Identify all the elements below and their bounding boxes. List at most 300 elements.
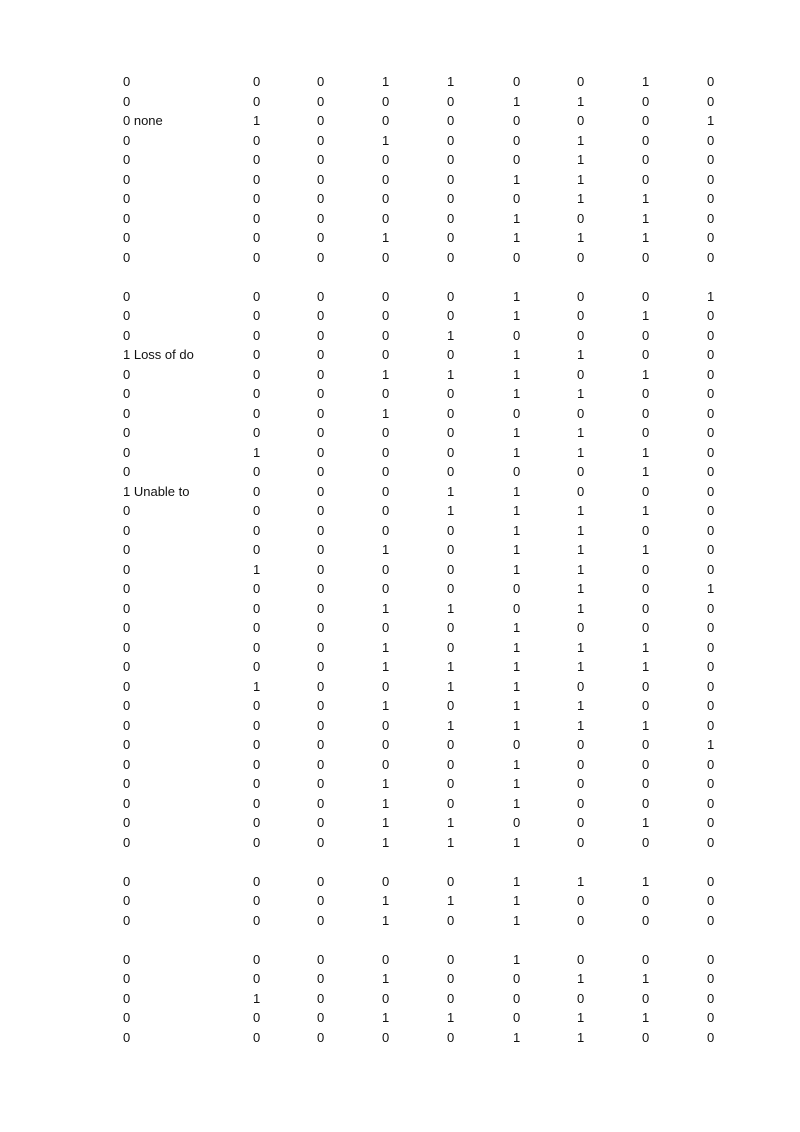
table-cell[interactable]: 0	[447, 152, 455, 167]
table-cell[interactable]: 0	[253, 756, 261, 772]
table-cell[interactable]: 0	[577, 405, 585, 421]
table-cell[interactable]: 0	[253, 815, 261, 830]
table-cell[interactable]: 0	[707, 756, 715, 772]
table-cell[interactable]: 0	[253, 327, 261, 343]
table-cell[interactable]: 0	[513, 1010, 521, 1025]
table-cell[interactable]: 0	[123, 639, 131, 655]
table-cell[interactable]: 1	[642, 74, 650, 89]
table-cell[interactable]: 1	[642, 639, 650, 655]
table-cell[interactable]: 0	[447, 639, 455, 655]
table-cell[interactable]: 0	[513, 600, 521, 616]
table-cell[interactable]: 0	[707, 815, 715, 830]
table-cell[interactable]: 0	[447, 405, 455, 421]
table-cell[interactable]: 0	[707, 620, 715, 635]
table-cell[interactable]: 0	[123, 815, 131, 830]
table-cell[interactable]: 0	[707, 990, 715, 1006]
table-cell[interactable]: 0	[447, 1029, 455, 1045]
table-cell[interactable]: 0	[707, 405, 715, 421]
table-cell[interactable]: 0	[382, 171, 390, 187]
table-cell[interactable]: 1	[577, 542, 585, 557]
table-cell[interactable]: 1	[513, 308, 521, 323]
table-cell[interactable]: 0	[642, 990, 650, 1006]
table-cell[interactable]: 0	[382, 464, 390, 479]
table-cell[interactable]: 0	[317, 503, 325, 518]
table-cell[interactable]: 0	[447, 249, 455, 265]
table-cell[interactable]: 1	[707, 113, 715, 128]
table-cell[interactable]: 0	[642, 678, 650, 694]
table-cell[interactable]: 0	[447, 698, 455, 713]
table-cell[interactable]: 0	[447, 990, 455, 1006]
table-cell[interactable]: 0	[513, 737, 521, 752]
table-cell[interactable]: 0	[382, 678, 390, 694]
table-cell[interactable]: 0	[253, 249, 261, 265]
table-cell[interactable]: 1	[513, 93, 521, 109]
table-cell[interactable]: 0	[253, 503, 261, 518]
table-cell[interactable]: 0	[123, 542, 131, 557]
table-cell[interactable]: 0	[707, 659, 715, 674]
table-cell[interactable]: 0	[253, 425, 261, 440]
table-cell[interactable]: 0	[317, 483, 325, 499]
table-cell[interactable]: 0	[253, 639, 261, 655]
table-cell[interactable]: 1	[513, 386, 521, 401]
table-cell[interactable]: 1	[577, 581, 585, 596]
table-cell[interactable]: 0	[707, 503, 715, 518]
table-cell[interactable]: 1	[447, 327, 455, 343]
table-cell[interactable]: 0	[317, 717, 325, 733]
table-cell[interactable]: 0	[253, 308, 261, 323]
table-cell[interactable]: 0	[447, 210, 455, 226]
table-cell[interactable]: 0	[317, 971, 325, 986]
table-cell[interactable]: 1	[382, 912, 390, 928]
table-cell[interactable]: 0	[317, 678, 325, 694]
table-cell[interactable]: 0	[317, 249, 325, 265]
table-cell[interactable]: 0	[642, 620, 650, 635]
table-cell[interactable]: 1	[382, 971, 390, 986]
table-cell[interactable]: 0	[317, 288, 325, 304]
table-cell[interactable]: 1	[642, 464, 650, 479]
table-cell[interactable]: 0	[123, 425, 131, 440]
table-cell[interactable]: 0	[447, 464, 455, 479]
table-cell[interactable]: 1	[642, 659, 650, 674]
table-cell[interactable]: 0	[707, 951, 715, 967]
table-cell[interactable]: 1	[447, 893, 455, 908]
table-cell[interactable]: 0	[642, 113, 650, 128]
table-cell[interactable]: 0	[382, 873, 390, 889]
table-cell[interactable]: 0	[123, 249, 131, 265]
table-cell[interactable]: 0	[707, 171, 715, 187]
table-cell[interactable]: 1	[577, 1010, 585, 1025]
table-cell[interactable]: 0	[317, 1029, 325, 1045]
table-cell[interactable]: 1	[382, 230, 390, 245]
table-cell[interactable]: 0	[642, 327, 650, 343]
table-cell[interactable]: 1	[513, 1029, 521, 1045]
table-cell[interactable]: 1	[513, 698, 521, 713]
table-cell[interactable]: 0	[123, 717, 131, 733]
table-cell[interactable]: 0	[317, 795, 325, 811]
table-cell[interactable]: 0	[447, 795, 455, 811]
table-cell[interactable]: 1	[577, 171, 585, 187]
table-cell[interactable]: 0	[447, 132, 455, 148]
table-cell[interactable]: 0	[123, 132, 131, 148]
table-cell[interactable]: 0	[513, 971, 521, 986]
table-cell[interactable]: 0	[123, 503, 131, 518]
table-cell[interactable]: 0	[577, 815, 585, 830]
table-cell[interactable]: 1	[642, 971, 650, 986]
table-cell[interactable]: 0	[447, 386, 455, 401]
table-cell[interactable]: 0	[123, 795, 131, 811]
table-cell[interactable]: 0	[253, 93, 261, 109]
table-cell[interactable]: 0	[317, 893, 325, 908]
table-cell[interactable]: 1	[513, 288, 521, 304]
table-cell[interactable]: 1	[642, 230, 650, 245]
table-cell[interactable]: 0	[707, 210, 715, 226]
table-cell[interactable]: 1	[382, 698, 390, 713]
table-cell[interactable]: 0	[577, 249, 585, 265]
table-cell[interactable]: 0	[123, 288, 131, 304]
table-cell[interactable]: 1 Unable to	[123, 483, 190, 499]
table-cell[interactable]: 1	[642, 1010, 650, 1025]
table-cell[interactable]: 0	[123, 93, 131, 109]
table-cell[interactable]: 0	[123, 191, 131, 206]
table-cell[interactable]: 0	[253, 717, 261, 733]
table-cell[interactable]: 0	[447, 171, 455, 187]
table-cell[interactable]: 0	[382, 990, 390, 1006]
table-cell[interactable]: 0	[382, 737, 390, 752]
table-cell[interactable]: 0	[317, 93, 325, 109]
table-cell[interactable]: 1	[253, 990, 261, 1006]
table-cell[interactable]: 0	[253, 230, 261, 245]
table-cell[interactable]: 0	[513, 581, 521, 596]
table-cell[interactable]: 1	[513, 776, 521, 791]
table-cell[interactable]: 0	[253, 210, 261, 226]
table-cell[interactable]: 0	[707, 483, 715, 499]
table-cell[interactable]: 0	[123, 990, 131, 1006]
table-cell[interactable]: 1	[707, 288, 715, 304]
table-cell[interactable]: 0	[382, 444, 390, 460]
table-cell[interactable]: 0	[577, 288, 585, 304]
table-cell[interactable]: 0	[447, 522, 455, 538]
table-cell[interactable]: 1	[577, 132, 585, 148]
table-cell[interactable]: 0	[577, 366, 585, 382]
table-cell[interactable]: 0	[707, 522, 715, 538]
table-cell[interactable]: 0	[642, 347, 650, 362]
table-cell[interactable]: 0	[513, 74, 521, 89]
table-cell[interactable]: 0	[253, 522, 261, 538]
table-cell[interactable]: 0	[447, 776, 455, 791]
table-cell[interactable]: 0	[317, 639, 325, 655]
table-cell[interactable]: 0	[447, 737, 455, 752]
table-cell[interactable]: 0	[513, 815, 521, 830]
table-cell[interactable]: 0	[317, 347, 325, 362]
table-cell[interactable]: 0	[642, 522, 650, 538]
table-cell[interactable]: 0	[253, 288, 261, 304]
table-cell[interactable]: 0	[447, 113, 455, 128]
table-cell[interactable]: 0	[642, 561, 650, 577]
table-cell[interactable]: 0	[317, 191, 325, 206]
table-cell[interactable]: 1	[642, 873, 650, 889]
table-cell[interactable]: 0	[382, 951, 390, 967]
table-cell[interactable]: 0	[577, 951, 585, 967]
table-cell[interactable]: 0	[707, 1029, 715, 1045]
table-cell[interactable]: 0	[642, 132, 650, 148]
table-cell[interactable]: 0	[253, 1010, 261, 1025]
table-cell[interactable]: 0	[577, 464, 585, 479]
table-cell[interactable]: 1	[513, 347, 521, 362]
table-cell[interactable]: 0	[577, 113, 585, 128]
table-cell[interactable]: 1	[513, 717, 521, 733]
table-cell[interactable]: 0	[513, 464, 521, 479]
table-cell[interactable]: 0	[447, 288, 455, 304]
table-cell[interactable]: 0	[123, 951, 131, 967]
table-cell[interactable]: 1	[513, 756, 521, 772]
table-cell[interactable]: 0	[317, 698, 325, 713]
table-cell[interactable]: 1	[382, 366, 390, 382]
table-cell[interactable]: 0	[317, 542, 325, 557]
table-cell[interactable]: 0	[123, 1029, 131, 1045]
table-cell[interactable]: 0	[382, 210, 390, 226]
table-cell[interactable]: 1	[642, 366, 650, 382]
table-cell[interactable]: 1	[577, 444, 585, 460]
table-cell[interactable]: 0	[317, 522, 325, 538]
table-cell[interactable]: 1	[642, 308, 650, 323]
table-cell[interactable]: 0	[253, 152, 261, 167]
table-cell[interactable]: 0	[123, 659, 131, 674]
table-cell[interactable]: 0	[382, 483, 390, 499]
table-cell[interactable]: 0	[123, 386, 131, 401]
table-cell[interactable]: 0	[253, 171, 261, 187]
table-cell[interactable]: 0	[642, 600, 650, 616]
table-cell[interactable]: 0	[707, 971, 715, 986]
table-cell[interactable]: 0	[253, 347, 261, 362]
table-cell[interactable]: 0	[577, 893, 585, 908]
table-cell[interactable]: 0	[382, 288, 390, 304]
table-cell[interactable]: 0	[317, 990, 325, 1006]
table-cell[interactable]: 1	[577, 230, 585, 245]
table-cell[interactable]: 0	[253, 951, 261, 967]
table-cell[interactable]: 1	[382, 600, 390, 616]
table-cell[interactable]: 0	[642, 893, 650, 908]
table-cell[interactable]: 0	[253, 834, 261, 850]
table-cell[interactable]: 1	[642, 542, 650, 557]
table-cell[interactable]: 0	[707, 464, 715, 479]
table-cell[interactable]: 0	[382, 308, 390, 323]
table-cell[interactable]: 0	[447, 542, 455, 557]
table-cell[interactable]: 0	[707, 776, 715, 791]
table-cell[interactable]: 0	[123, 893, 131, 908]
table-cell[interactable]: 0	[707, 873, 715, 889]
table-cell[interactable]: 1	[382, 893, 390, 908]
table-cell[interactable]: 0	[447, 230, 455, 245]
table-cell[interactable]: 0	[447, 93, 455, 109]
table-cell[interactable]: 0	[642, 756, 650, 772]
table-cell[interactable]: 0	[317, 425, 325, 440]
table-cell[interactable]: 0	[577, 990, 585, 1006]
table-cell[interactable]: 0	[577, 737, 585, 752]
table-cell[interactable]: 0	[707, 308, 715, 323]
table-cell[interactable]: 0	[447, 561, 455, 577]
table-cell[interactable]: 1	[447, 600, 455, 616]
table-cell[interactable]: 0	[577, 912, 585, 928]
table-cell[interactable]: 0	[642, 581, 650, 596]
table-cell[interactable]: 0	[707, 230, 715, 245]
table-cell[interactable]: 0	[447, 756, 455, 772]
table-cell[interactable]: 0	[577, 795, 585, 811]
table-cell[interactable]: 0	[707, 132, 715, 148]
table-cell[interactable]: 0	[382, 327, 390, 343]
table-cell[interactable]: 0	[317, 327, 325, 343]
table-cell[interactable]: 0	[317, 737, 325, 752]
table-cell[interactable]: 0	[577, 308, 585, 323]
table-cell[interactable]: 1	[513, 834, 521, 850]
table-cell[interactable]: 0	[317, 386, 325, 401]
table-cell[interactable]: 1	[577, 386, 585, 401]
table-cell[interactable]: 0	[123, 74, 131, 89]
table-cell[interactable]: 0	[317, 873, 325, 889]
table-cell[interactable]: 1	[447, 834, 455, 850]
table-cell[interactable]: 1	[707, 737, 715, 752]
table-cell[interactable]: 0	[123, 620, 131, 635]
table-cell[interactable]: 0	[642, 795, 650, 811]
table-cell[interactable]: 0	[123, 522, 131, 538]
table-cell[interactable]: 0	[707, 600, 715, 616]
table-cell[interactable]: 1	[382, 815, 390, 830]
table-cell[interactable]: 0	[707, 698, 715, 713]
table-cell[interactable]: 1	[642, 503, 650, 518]
table-cell[interactable]: 0	[123, 561, 131, 577]
table-cell[interactable]: 0	[447, 581, 455, 596]
table-cell[interactable]: 0	[382, 620, 390, 635]
table-cell[interactable]: 0	[317, 620, 325, 635]
table-cell[interactable]: 0	[513, 191, 521, 206]
table-cell[interactable]: 0	[447, 620, 455, 635]
table-cell[interactable]: 1	[577, 873, 585, 889]
table-cell[interactable]: 0	[317, 1010, 325, 1025]
table-cell[interactable]: 0	[382, 717, 390, 733]
table-cell[interactable]: 1	[577, 971, 585, 986]
table-cell[interactable]: 0	[317, 581, 325, 596]
table-cell[interactable]: 1	[513, 230, 521, 245]
table-cell[interactable]: 0	[382, 113, 390, 128]
table-cell[interactable]: 0	[317, 405, 325, 421]
table-cell[interactable]: 0	[123, 776, 131, 791]
table-cell[interactable]: 1	[447, 1010, 455, 1025]
table-cell[interactable]: 1	[447, 503, 455, 518]
table-cell[interactable]: 0	[577, 756, 585, 772]
table-cell[interactable]: 0	[447, 308, 455, 323]
table-cell[interactable]: 0	[253, 405, 261, 421]
table-cell[interactable]: 1 Loss of do	[123, 347, 194, 362]
table-cell[interactable]: 0	[253, 464, 261, 479]
table-cell[interactable]: 0	[123, 152, 131, 167]
table-cell[interactable]: 1	[253, 678, 261, 694]
table-cell[interactable]: 0	[317, 951, 325, 967]
table-cell[interactable]: 1	[577, 503, 585, 518]
table-cell[interactable]: 0	[317, 912, 325, 928]
table-cell[interactable]: 1	[253, 444, 261, 460]
table-cell[interactable]: 0	[577, 210, 585, 226]
table-cell[interactable]: 0	[642, 951, 650, 967]
table-cell[interactable]: 0	[382, 522, 390, 538]
table-cell[interactable]: 1	[642, 210, 650, 226]
table-cell[interactable]: 1	[447, 815, 455, 830]
table-cell[interactable]: 1	[513, 366, 521, 382]
table-cell[interactable]: 0	[577, 776, 585, 791]
table-cell[interactable]: 0	[577, 74, 585, 89]
table-cell[interactable]: 0	[317, 132, 325, 148]
table-cell[interactable]: 0	[513, 327, 521, 343]
table-cell[interactable]: 1	[513, 912, 521, 928]
table-cell[interactable]: 0	[123, 230, 131, 245]
table-cell[interactable]: 1	[513, 893, 521, 908]
table-cell[interactable]: 0	[447, 873, 455, 889]
table-cell[interactable]: 0	[317, 834, 325, 850]
table-cell[interactable]: 0	[577, 834, 585, 850]
table-cell[interactable]: 0	[253, 600, 261, 616]
table-cell[interactable]: 1	[382, 639, 390, 655]
table-cell[interactable]: 1	[513, 561, 521, 577]
table-cell[interactable]: 0	[123, 327, 131, 343]
table-cell[interactable]: 0	[317, 756, 325, 772]
table-cell[interactable]: 0	[123, 1010, 131, 1025]
table-cell[interactable]: 1	[577, 639, 585, 655]
table-cell[interactable]: 1	[642, 444, 650, 460]
table-cell[interactable]: 0	[707, 425, 715, 440]
table-cell[interactable]: 0	[382, 561, 390, 577]
table-cell[interactable]: 0	[707, 366, 715, 382]
table-cell[interactable]: 1	[513, 171, 521, 187]
table-cell[interactable]: 1	[447, 659, 455, 674]
table-cell[interactable]: 1	[577, 659, 585, 674]
table-cell[interactable]: 0	[253, 191, 261, 206]
table-cell[interactable]: 0	[707, 717, 715, 733]
table-cell[interactable]: 0	[123, 308, 131, 323]
table-cell[interactable]: 0	[317, 152, 325, 167]
table-cell[interactable]: 1	[577, 347, 585, 362]
table-cell[interactable]: 0	[253, 366, 261, 382]
table-cell[interactable]: 1	[382, 834, 390, 850]
table-cell[interactable]: 0	[123, 366, 131, 382]
table-cell[interactable]: 0	[513, 152, 521, 167]
table-cell[interactable]: 0	[447, 971, 455, 986]
table-cell[interactable]: 0	[382, 347, 390, 362]
table-cell[interactable]: 0	[123, 678, 131, 694]
table-cell[interactable]: 0	[642, 912, 650, 928]
table-cell[interactable]: 1	[447, 74, 455, 89]
table-cell[interactable]: 1	[513, 620, 521, 635]
table-cell[interactable]: 1	[513, 522, 521, 538]
table-cell[interactable]: 1	[382, 74, 390, 89]
table-cell[interactable]: 0	[123, 834, 131, 850]
table-cell[interactable]: 0	[707, 834, 715, 850]
table-cell[interactable]: 0	[513, 405, 521, 421]
table-cell[interactable]: 0	[642, 386, 650, 401]
table-cell[interactable]: 0	[317, 113, 325, 128]
table-cell[interactable]: 0	[707, 639, 715, 655]
table-cell[interactable]: 0	[317, 464, 325, 479]
table-cell[interactable]: 0	[123, 756, 131, 772]
table-cell[interactable]: 0	[642, 483, 650, 499]
table-cell[interactable]: 0	[253, 386, 261, 401]
table-cell[interactable]: 1	[447, 483, 455, 499]
table-cell[interactable]: 0	[382, 386, 390, 401]
table-cell[interactable]: 0	[253, 776, 261, 791]
table-cell[interactable]: 0	[642, 776, 650, 791]
table-cell[interactable]: 0	[707, 93, 715, 109]
table-cell[interactable]: 0	[253, 737, 261, 752]
table-cell[interactable]: 0	[123, 405, 131, 421]
table-cell[interactable]: 0	[447, 912, 455, 928]
table-cell[interactable]: 0	[707, 249, 715, 265]
